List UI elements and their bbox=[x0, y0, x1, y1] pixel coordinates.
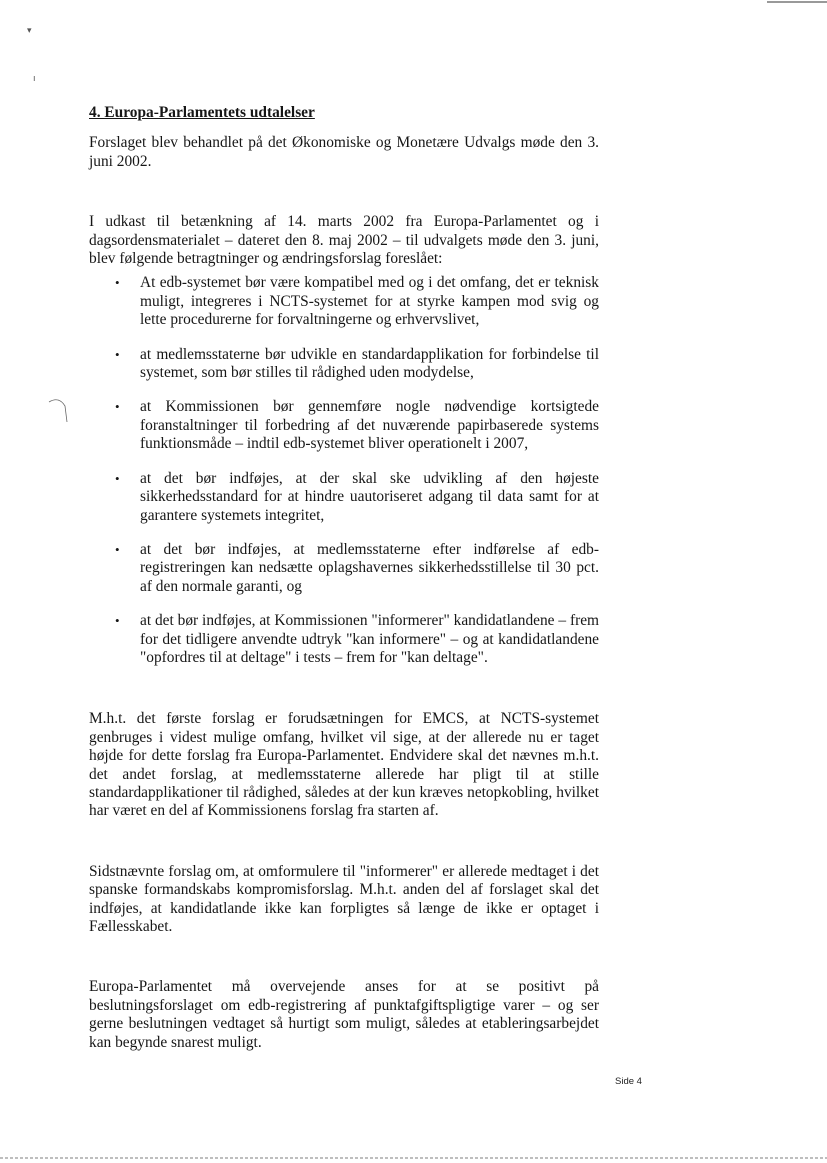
bullet-icon: • bbox=[115, 470, 120, 486]
document-body bbox=[89, 104, 599, 1052]
list-item-text: at Kommissionen bør gennemføre nogle nødvendige kortsigtede foranstaltninger til forbedring af det nuværende papirbaserede systems funktionsmåde – indtil edb-systemet bliver operationelt i 2007, bbox=[140, 398, 599, 453]
list-item-text: at det bør indføjes, at medlemsstaterne efter indførelse af edb-registreringen kan nedsætte oplagshavernes sikkerhedsstillelse til 30 pct. af den normale garanti, og bbox=[140, 540, 599, 595]
section-heading: 4. Europa-Parlamentets udtalelser bbox=[89, 104, 315, 121]
bullet-icon: • bbox=[115, 346, 120, 362]
list-item bbox=[89, 398, 599, 453]
bullet-list bbox=[89, 274, 599, 667]
list-item bbox=[89, 541, 599, 596]
list-item-text: at medlemsstaterne bør udvikle en standardapplikation for forbindelse til systemet, som bør stilles til rådighed uden modydelse, bbox=[140, 345, 599, 382]
list-item-text: at det bør indføjes, at Kommissionen "informerer" kandidatlandene – frem for det tidligere anvendte udtryk "kan informere" – og at kandidatlandene "opfordres til at deltage" i tests – frem for "kan deltage". bbox=[140, 612, 599, 666]
paragraph: I udkast til betænkning af 14. marts 2002 fra Europa-Parlamentet og i dagsordensmaterialet – dateret den 8. maj 2002 – til udvalgets møde den 3. juni, blev følgende betragtninger og ændringsforslag foreslået: bbox=[89, 213, 599, 268]
scan-mark: ▾ bbox=[27, 26, 32, 36]
paragraph: Sidstnævnte forslag om, at omformulere til "informerer" er allerede medtaget i det spanske formandskabs kompromisforslag. M.h.t. anden del af forslaget skal det indføjes, at kandidatlande ikke kan forpligtes så længe de ikke er optaget i Fællesskabet. bbox=[89, 862, 599, 935]
bullet-icon: • bbox=[115, 541, 120, 557]
scan-artifact-top bbox=[767, 1, 827, 3]
bullet-icon: • bbox=[115, 275, 120, 291]
page-number: Side 4 bbox=[615, 1076, 642, 1087]
paragraph: Forslaget blev behandlet på det Økonomiske og Monetære Udvalgs møde den 3. juni 2002. bbox=[89, 134, 599, 170]
list-item bbox=[89, 274, 599, 329]
scan-mark: ı bbox=[33, 74, 36, 84]
scan-artifact-bottom bbox=[0, 1157, 827, 1159]
list-item bbox=[89, 612, 599, 667]
paragraph: M.h.t. det første forslag er forudsætningen for EMCS, at NCTS-systemet genbruges i videst mulige omfang, hvilket vil sige, at der allerede nu er taget højde for dette forslag fra Europa-Parlamentet. Endvidere skal det nævnes m.h.t. det andet forslag, at medlemsstaterne allerede har pligt til at stille standardapplikationer til rådighed, således at der kun kræves netopkobling, hvilket har været en del af Kommissionens forslag fra starten af. bbox=[89, 710, 599, 820]
paragraph: Europa-Parlamentet må overvejende anses for at se positivt på beslutningsforslaget om edb-registrering af punktafgiftspligtige varer – og ser gerne beslutningen vedtaget så hurtigt som muligt, således at etableringsarbejdet kan begynde snarest muligt. bbox=[89, 978, 599, 1051]
list-item bbox=[89, 470, 599, 525]
list-item bbox=[89, 346, 599, 383]
bullet-icon: • bbox=[115, 399, 120, 415]
list-item-text: At edb-systemet bør være kompatibel med og i det omfang, det er teknisk muligt, integreres i NCTS-systemet for at styrke kampen mod svig og lette procedurerne for forvaltningerne og erhvervslivet, bbox=[140, 274, 599, 329]
bullet-icon: • bbox=[115, 613, 120, 629]
scan-artifact-arc bbox=[47, 394, 69, 424]
list-item-text: at det bør indføjes, at der skal ske udvikling af den højeste sikkerhedsstandard for at hindre uautoriseret adgang til data samt for at garantere systemets integritet, bbox=[140, 469, 599, 524]
